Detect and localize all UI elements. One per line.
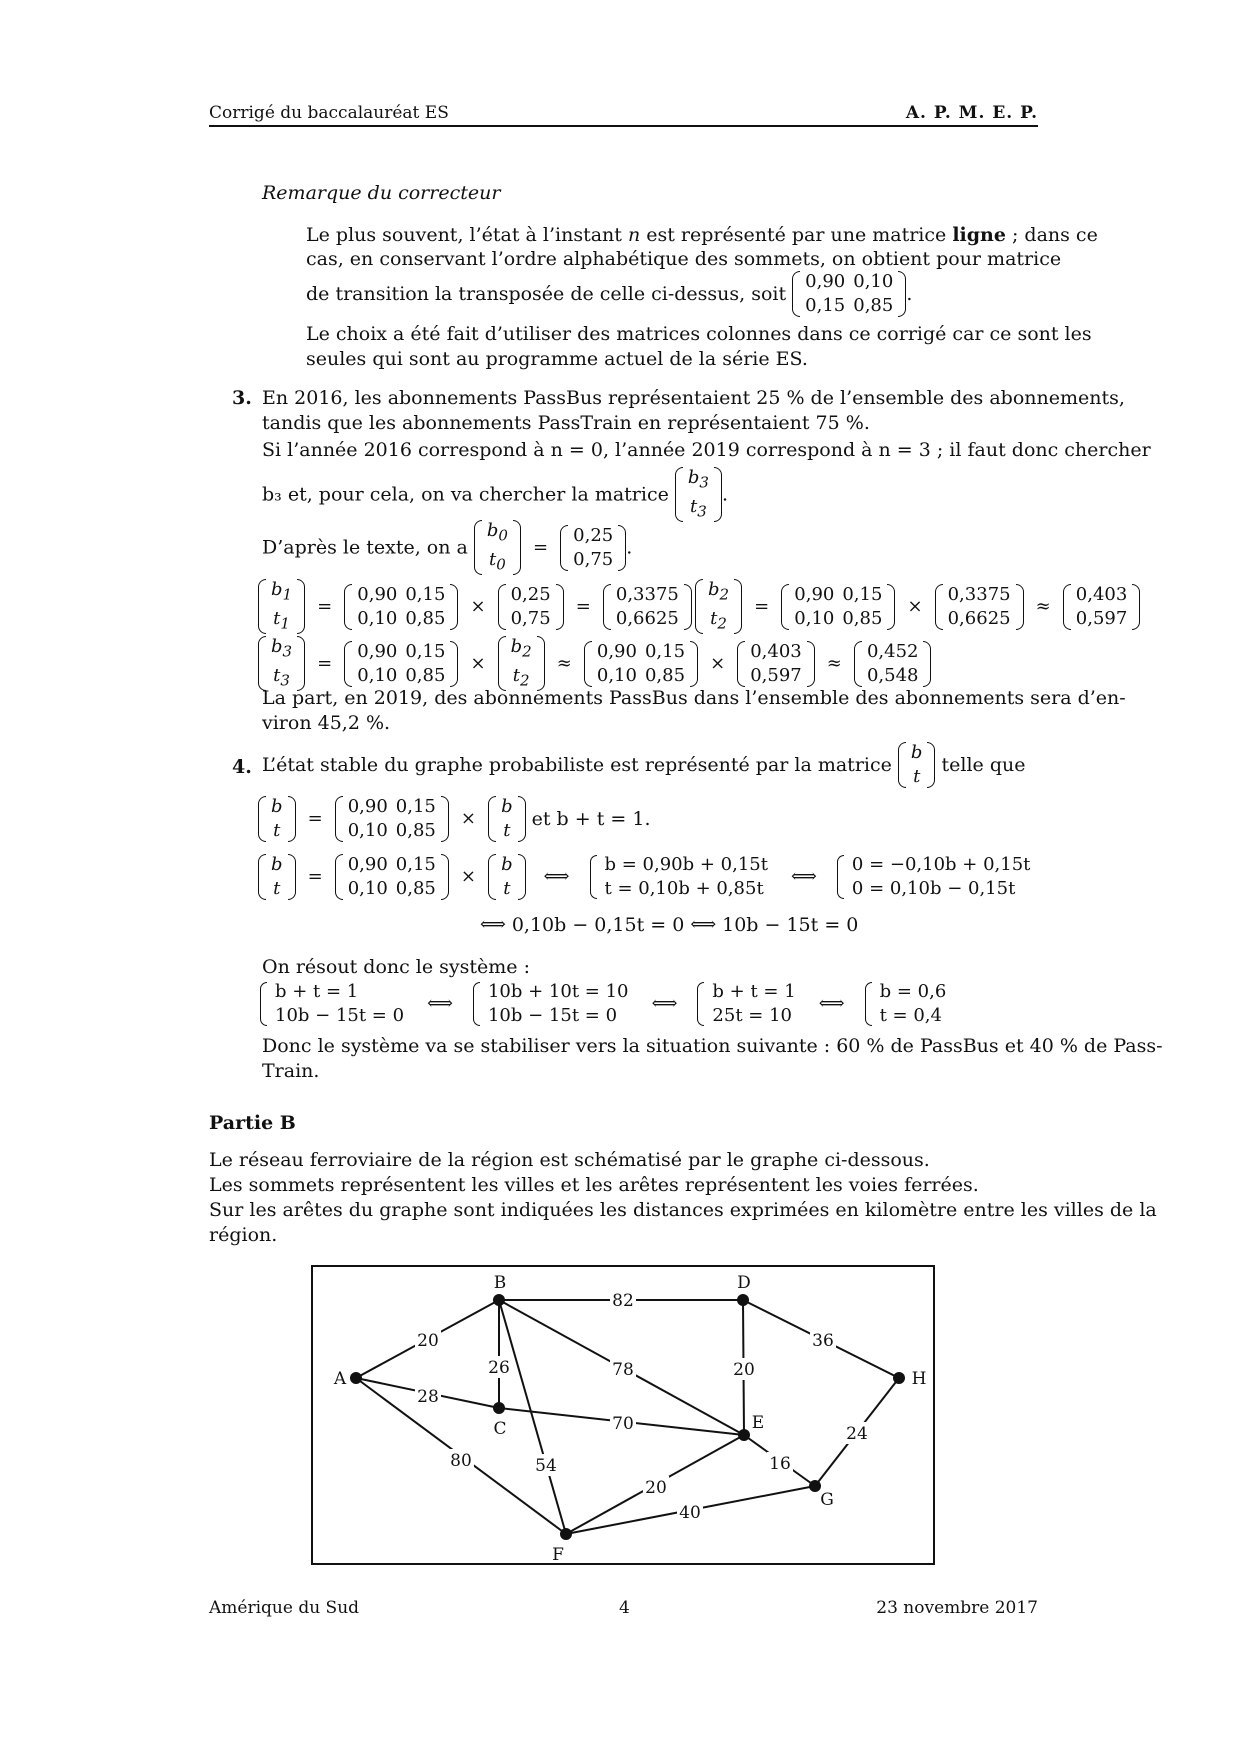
graph-node-a xyxy=(350,1372,362,1384)
footer-page-number: 4 xyxy=(619,1598,630,1618)
edge-weight-a-c: 28 xyxy=(417,1387,439,1407)
edge-weight-f-g: 40 xyxy=(679,1503,701,1523)
question-4-number: 4. xyxy=(232,756,252,778)
remark-p1-line1: Le plus souvent, l’état à l’instant n est représenté par une matrice ligne ; dans ce xyxy=(306,224,1098,246)
remark-p2-line1: Le choix a été fait d’utiliser des matrices colonnes dans ce corrigé car ce sont les xyxy=(306,323,1092,345)
remark-p1-line3: de transition la transposée de celle ci-dessus, soit 0,90 0,10 0,15 0,85 . xyxy=(306,271,913,316)
edge-weight-e-g: 16 xyxy=(769,1454,791,1474)
footer-location: Amérique du Sud xyxy=(209,1598,360,1618)
q3-line4: b₃ et, pour cela, on va chercher la matrice $b_3$ $t_3$ . xyxy=(262,466,728,523)
q3-step1: $b_1$ $t_1$ = 0,90 0,15 0,10 0,85 × 0,25 0,75 = 0,3375 0,6625 xyxy=(258,578,692,635)
edge-weight-e-f: 20 xyxy=(645,1478,667,1498)
edge-weight-g-h: 24 xyxy=(846,1424,868,1444)
graph-node-c xyxy=(493,1402,505,1414)
q4-equivalence: b t = 0,90 0,15 0,10 0,85 × b t ⟺ b = 0,90b + 0,15t t = 0,10b + 0,85t ⟺ 0 = −0,10b + 0,15t 0 = 0,10b − 0,15t xyxy=(258,853,1035,901)
remark-title: Remarque du correcteur xyxy=(262,182,501,204)
q3-conclusion-1: La part, en 2019, des abonnements PassBus dans l’ensemble des abonnements sera d’en- xyxy=(262,687,1126,709)
graph-node-h xyxy=(893,1372,905,1384)
edge-weight-a-b: 20 xyxy=(417,1331,439,1351)
graph-node-g xyxy=(809,1480,821,1492)
graph-node-label-h: H xyxy=(911,1369,927,1389)
partB-title: Partie B xyxy=(209,1112,296,1134)
graph-node-label-f: F xyxy=(552,1545,564,1565)
graph-node-f xyxy=(560,1528,572,1540)
q4-stable-equation: b t = 0,90 0,15 0,10 0,85 × b t et b + t = 1. xyxy=(258,795,650,843)
remark-p2-line2: seules qui sont au programme actuel de la série ES. xyxy=(306,348,808,370)
graph-node-e xyxy=(738,1429,750,1441)
graph-node-label-b: B xyxy=(493,1273,507,1293)
partB-line1: Le réseau ferroviaire de la région est schématisé par le graphe ci-dessous. xyxy=(209,1149,930,1171)
graph-node-label-g: G xyxy=(820,1490,834,1510)
q3-initial-state: D’après le texte, on a $b_0$ $t_0$ = 0,25 0,75 . xyxy=(262,519,632,576)
edge-weight-a-f: 80 xyxy=(450,1451,472,1471)
q4-system-solution: b + t = 1 10b − 15t = 0 ⟺ 10b + 10t = 10 10b − 15t = 0 ⟺ b + t = 1 25t = 10 ⟺ b = 0,6 t = 0,4 xyxy=(258,980,951,1028)
partB-line4: région. xyxy=(209,1224,278,1246)
q4-conclusion-1: Donc le système va se stabiliser vers la situation suivante : 60 % de PassBus et 40 % de Pass- xyxy=(262,1035,1163,1057)
edge-weight-b-c: 26 xyxy=(488,1358,510,1378)
transposed-matrix: 0,90 0,10 0,15 0,85 xyxy=(792,270,906,318)
edge-weight-b-d: 82 xyxy=(612,1291,634,1311)
header-title: Corrigé du baccalauréat ES xyxy=(209,103,449,123)
q3-line3: Si l’année 2016 correspond à n = 0, l’année 2019 correspond à n = 3 ; il faut donc chercher xyxy=(262,439,1151,461)
q4-solve-intro: On résout donc le système : xyxy=(262,956,530,978)
edge-weight-d-e: 20 xyxy=(733,1360,755,1380)
partB-line2: Les sommets représentent les villes et les arêtes représentent les voies ferrées. xyxy=(209,1174,979,1196)
footer-date: 23 novembre 2017 xyxy=(876,1598,1038,1618)
header-publisher: A. P. M. E. P. xyxy=(905,103,1038,123)
graph-node-label-a: A xyxy=(333,1369,347,1389)
partB-line3: Sur les arêtes du graphe sont indiquées les distances exprimées en kilomètre entre les villes de la xyxy=(209,1199,1157,1221)
graph-edge-b-f xyxy=(499,1300,566,1534)
q3-step3: $b_3$ $t_3$ = 0,90 0,15 0,10 0,85 × $b_2$ $t_2$ ≈ 0,90 0,15 0,10 0,85 × 0,403 0,597 ≈ 0,452 0,548 xyxy=(258,635,931,692)
edge-weight-b-f: 54 xyxy=(535,1456,557,1476)
q3-line2: tandis que les abonnements PassTrain en représentaient 75 %. xyxy=(262,412,870,434)
q3-conclusion-2: viron 45,2 %. xyxy=(262,712,391,734)
question-3-number: 3. xyxy=(232,387,252,409)
q3-step2: $b_2$ $t_2$ = 0,90 0,15 0,10 0,85 × 0,3375 0,6625 ≈ 0,403 0,597 xyxy=(695,578,1140,635)
graph-node-b xyxy=(493,1294,505,1306)
edge-weight-c-e: 70 xyxy=(612,1414,634,1434)
q4-conclusion-2: Train. xyxy=(262,1060,320,1082)
edge-weight-b-e: 78 xyxy=(612,1360,634,1380)
q4-line1: L’état stable du graphe probabiliste est représenté par la matrice b t telle que xyxy=(262,742,1026,787)
remark-p1-line2: cas, en conservant l’ordre alphabétique des sommets, on obtient pour matrice xyxy=(306,248,1062,270)
q3-line1: En 2016, les abonnements PassBus représentaient 25 % de l’ensemble des abonnements, xyxy=(262,387,1125,409)
graph-node-d xyxy=(737,1294,749,1306)
q4-equivalence-line: ⟺ 0,10b − 0,15t = 0 ⟺ 10b − 15t = 0 xyxy=(480,914,859,936)
graph-node-label-c: C xyxy=(493,1419,507,1439)
graph-node-label-d: D xyxy=(737,1273,751,1293)
edge-weight-d-h: 36 xyxy=(812,1331,834,1351)
graph-node-label-e: E xyxy=(751,1413,765,1433)
